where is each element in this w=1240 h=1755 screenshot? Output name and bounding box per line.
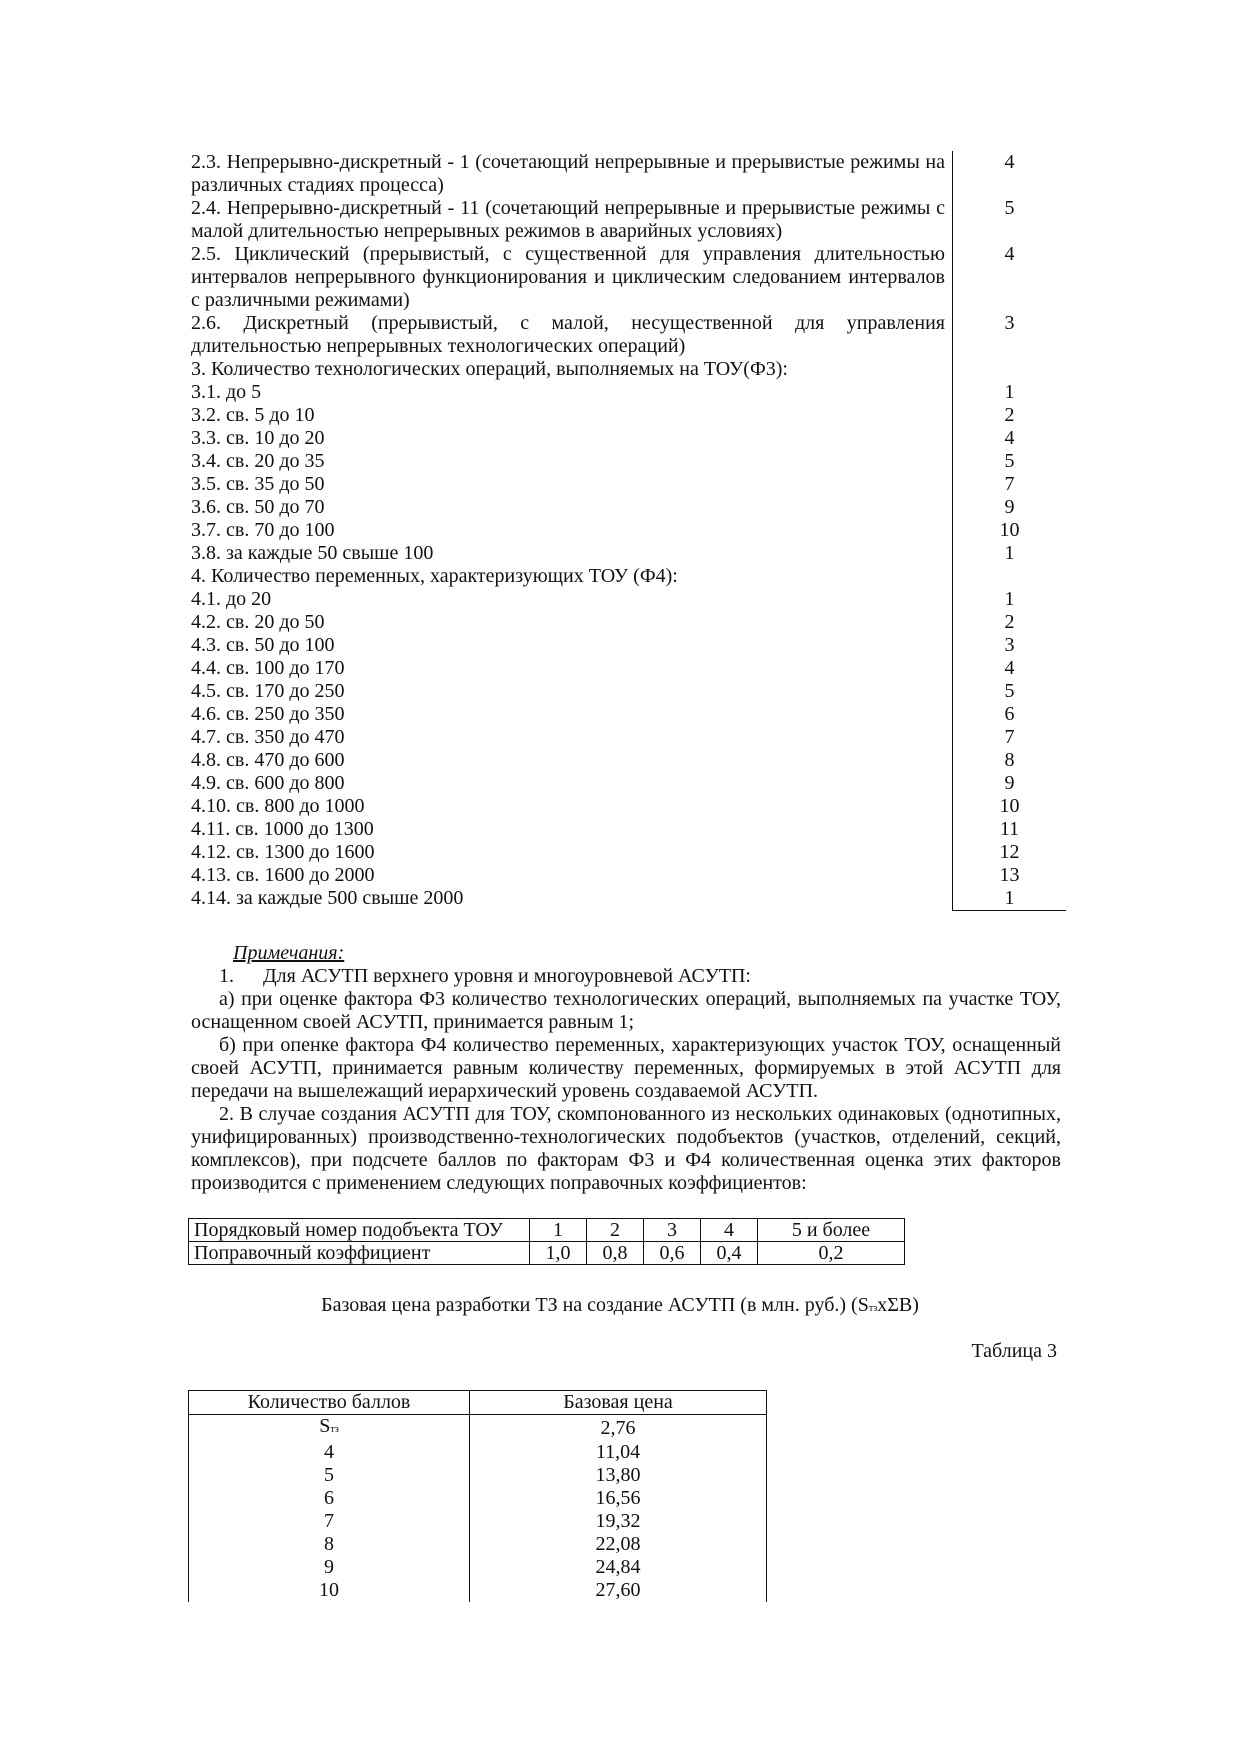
criteria-text: 4.4. св. 100 до 170 [191, 657, 345, 679]
criteria-text: 2.6. Дискретный (прерывистый, с малой, несущественной для управления длительностью непрерывных технологических операций) [191, 312, 945, 357]
price-row-points [189, 1510, 470, 1533]
correction-coefficient-table [188, 1218, 905, 1265]
criteria-score: 1 [953, 588, 1067, 611]
criteria-text: 3.8. за каждые 50 свыше 100 [191, 542, 434, 564]
notes-paragraph-2: 2. В случае создания АСУТП для ТОУ, скомпонованного из нескольких одинаковых (однотипных, унифицированных) производственно-технологических подобъектов (участков, отделений, секций, комплексов), при подсчете баллов по факторам Ф3 и Ф4 количественная оценка этих факторов производится с применением следующих поправочных коэффициентов: [191, 1103, 1061, 1194]
criteria-score: 9 [953, 496, 1067, 519]
price-row-points [189, 1464, 470, 1487]
coef-value-row [189, 1242, 905, 1265]
points-value: 5 [324, 1464, 334, 1486]
criteria-text: 4.6. св. 250 до 350 [191, 703, 345, 725]
criteria-text: 3.7. св. 70 до 100 [191, 519, 335, 541]
price-row [189, 1415, 767, 1442]
criteria-score: 5 [953, 197, 1067, 243]
price-row-value: 19,32 [470, 1510, 767, 1533]
criteria-score: 4 [953, 657, 1067, 680]
notes-paragraph-b: б) при опенке фактора Ф4 количество переменных, характеризующих участок ТОУ, оснащенный своей АСУТП, принимается равным количеству переменных, формируемых в этой АСУТП для передачи на вышележащий иерархический уровень создаваемой АСУТП. [191, 1034, 1061, 1102]
notes-item-1-number: 1. [219, 965, 234, 987]
notes-paragraph-a: а) при оценке фактора Ф3 количество технологических операций, выполняемых па участке ТОУ, оснащенном своей АСУТП, принимается равным 1; [191, 988, 1061, 1033]
criteria-score: 13 [953, 864, 1067, 887]
points-value: S [319, 1415, 331, 1437]
criteria-score: 7 [953, 473, 1067, 496]
coef-value: 0,8 [587, 1242, 644, 1265]
coef-value: 1,0 [530, 1242, 587, 1265]
criteria-score: 5 [953, 450, 1067, 473]
criteria-text: 2.4. Непрерывно-дискретный - 11 (сочетающий непрерывные и прерывистые режимы с малой длительностью непрерывных режимов в аварийных условиях) [191, 197, 945, 242]
criteria-row [191, 611, 1066, 634]
criteria-table [191, 151, 1066, 911]
criteria-score: 6 [953, 703, 1067, 726]
criteria-row [191, 243, 1066, 312]
criteria-score: 2 [953, 611, 1067, 634]
price-row [189, 1510, 767, 1533]
criteria-text: 4.11. св. 1000 до 1300 [191, 818, 374, 840]
points-value: 10 [319, 1579, 339, 1601]
criteria-score: 1 [953, 542, 1067, 565]
points-value: 7 [324, 1510, 334, 1532]
caption-text-after: xΣB) [877, 1294, 919, 1316]
price-row [189, 1556, 767, 1579]
price-row-value: 24,84 [470, 1556, 767, 1579]
criteria-row [191, 473, 1066, 496]
price-header-price: Базовая цена [470, 1391, 767, 1415]
points-subscript: тз [330, 1424, 339, 1435]
criteria-text: 4.7. св. 350 до 470 [191, 726, 345, 748]
notes-item-1 [191, 965, 1061, 988]
criteria-text: 4.8. св. 470 до 600 [191, 749, 345, 771]
criteria-text: 4.12. св. 1300 до 1600 [191, 841, 375, 863]
price-row [189, 1579, 767, 1602]
criteria-row [191, 542, 1066, 565]
caption-subscript: тз [868, 1303, 878, 1314]
coef-header-value: 1 [530, 1219, 587, 1242]
criteria-row [191, 519, 1066, 542]
price-header-row [189, 1391, 767, 1415]
criteria-score [953, 358, 1067, 381]
criteria-row [191, 726, 1066, 749]
criteria-text: 3.5. св. 35 до 50 [191, 473, 325, 495]
criteria-row [191, 565, 1066, 588]
criteria-score: 10 [953, 795, 1067, 818]
table-number-label: Таблица 3 [971, 1340, 1057, 1362]
price-header-points: Количество баллов [189, 1391, 470, 1415]
criteria-row [191, 657, 1066, 680]
price-row-points [189, 1487, 470, 1510]
criteria-row [191, 151, 1066, 197]
criteria-text: 4.10. св. 800 до 1000 [191, 795, 365, 817]
criteria-row [191, 496, 1066, 519]
criteria-row [191, 427, 1066, 450]
price-row-points [189, 1579, 470, 1602]
criteria-row [191, 381, 1066, 404]
price-row [189, 1533, 767, 1556]
criteria-text: 4.5. св. 170 до 250 [191, 680, 345, 702]
price-row-points [189, 1533, 470, 1556]
criteria-text: 3.6. св. 50 до 70 [191, 496, 325, 518]
criteria-score: 3 [953, 634, 1067, 657]
price-row-value: 11,04 [470, 1441, 767, 1464]
criteria-row [191, 404, 1066, 427]
price-row [189, 1441, 767, 1464]
criteria-text: 4. Количество переменных, характеризующих ТОУ (Ф4): [191, 565, 678, 587]
coef-value: 0,6 [644, 1242, 701, 1265]
price-row-points [189, 1556, 470, 1579]
coef-row-label: Поправочный коэффициент [189, 1242, 530, 1265]
price-row-value: 16,56 [470, 1487, 767, 1510]
criteria-text: 3.2. св. 5 до 10 [191, 404, 315, 426]
points-value: 4 [324, 1441, 334, 1463]
price-row-points [189, 1415, 470, 1442]
criteria-text: 2.3. Непрерывно-дискретный - 1 (сочетающий непрерывные и прерывистые режимы на различных стадиях процесса) [191, 151, 945, 196]
criteria-score: 5 [953, 680, 1067, 703]
criteria-row [191, 450, 1066, 473]
criteria-row [191, 749, 1066, 772]
criteria-score: 12 [953, 841, 1067, 864]
criteria-row [191, 197, 1066, 243]
criteria-text: 3.1. до 5 [191, 381, 262, 403]
criteria-score: 8 [953, 749, 1067, 772]
criteria-text: 4.3. св. 50 до 100 [191, 634, 335, 656]
coef-header-row [189, 1219, 905, 1242]
criteria-row [191, 864, 1066, 887]
criteria-score: 4 [953, 151, 1067, 197]
criteria-score: 1 [953, 381, 1067, 404]
price-row-points [189, 1441, 470, 1464]
price-row [189, 1487, 767, 1510]
notes-title: Примечания: [233, 942, 345, 964]
criteria-score: 11 [953, 818, 1067, 841]
points-value: 9 [324, 1556, 334, 1578]
base-price-table [188, 1390, 767, 1602]
notes-section [191, 942, 1061, 1195]
criteria-score: 9 [953, 772, 1067, 795]
criteria-row [191, 772, 1066, 795]
criteria-row [191, 634, 1066, 657]
criteria-text: 2.5. Циклический (прерывистый, с существенной для управления длительностью интервалов непрерывного функционирования и циклическим следованием интервалов с различными режимами) [191, 243, 945, 311]
coef-header-value: 3 [644, 1219, 701, 1242]
criteria-score: 4 [953, 427, 1067, 450]
criteria-text: 4.13. св. 1600 до 2000 [191, 864, 375, 886]
price-row-value: 2,76 [470, 1415, 767, 1442]
price-row-value: 22,08 [470, 1533, 767, 1556]
criteria-text: 4.9. св. 600 до 800 [191, 772, 345, 794]
criteria-row [191, 358, 1066, 381]
coef-header-value: 2 [587, 1219, 644, 1242]
criteria-row [191, 818, 1066, 841]
criteria-score: 10 [953, 519, 1067, 542]
price-row-value: 13,80 [470, 1464, 767, 1487]
criteria-text: 3.3. св. 10 до 20 [191, 427, 325, 449]
criteria-text: 4.2. св. 20 до 50 [191, 611, 325, 633]
criteria-text: 3. Количество технологических операций, выполняемых на ТОУ(Ф3): [191, 358, 788, 380]
criteria-text: 3.4. св. 20 до 35 [191, 450, 325, 472]
criteria-score [953, 565, 1067, 588]
points-value: 8 [324, 1533, 334, 1555]
criteria-score: 4 [953, 243, 1067, 312]
price-row [189, 1464, 767, 1487]
criteria-row [191, 680, 1066, 703]
coef-value: 0,2 [758, 1242, 905, 1265]
criteria-row [191, 795, 1066, 818]
criteria-score: 1 [953, 887, 1067, 911]
criteria-text: 4.14. за каждые 500 свыше 2000 [191, 887, 464, 909]
coef-value: 0,4 [701, 1242, 758, 1265]
criteria-row [191, 588, 1066, 611]
caption-text-before: Базовая цена разработки ТЗ на создание АСУТП (в млн. руб.) (S [321, 1294, 869, 1316]
price-table-caption [0, 1294, 1240, 1320]
criteria-score: 3 [953, 312, 1067, 358]
price-row-value: 27,60 [470, 1579, 767, 1602]
coef-header-value: 4 [701, 1219, 758, 1242]
criteria-score: 7 [953, 726, 1067, 749]
criteria-row [191, 887, 1066, 911]
criteria-text: 4.1. до 20 [191, 588, 272, 610]
coef-header-label: Порядковый номер подобъекта ТОУ [189, 1219, 530, 1242]
criteria-row [191, 703, 1066, 726]
criteria-row [191, 841, 1066, 864]
criteria-score: 2 [953, 404, 1067, 427]
criteria-row [191, 312, 1066, 358]
coef-header-value: 5 и более [758, 1219, 905, 1242]
points-value: 6 [324, 1487, 334, 1509]
notes-item-1-text: Для АСУТП верхнего уровня и многоуровневой АСУТП: [263, 965, 751, 987]
